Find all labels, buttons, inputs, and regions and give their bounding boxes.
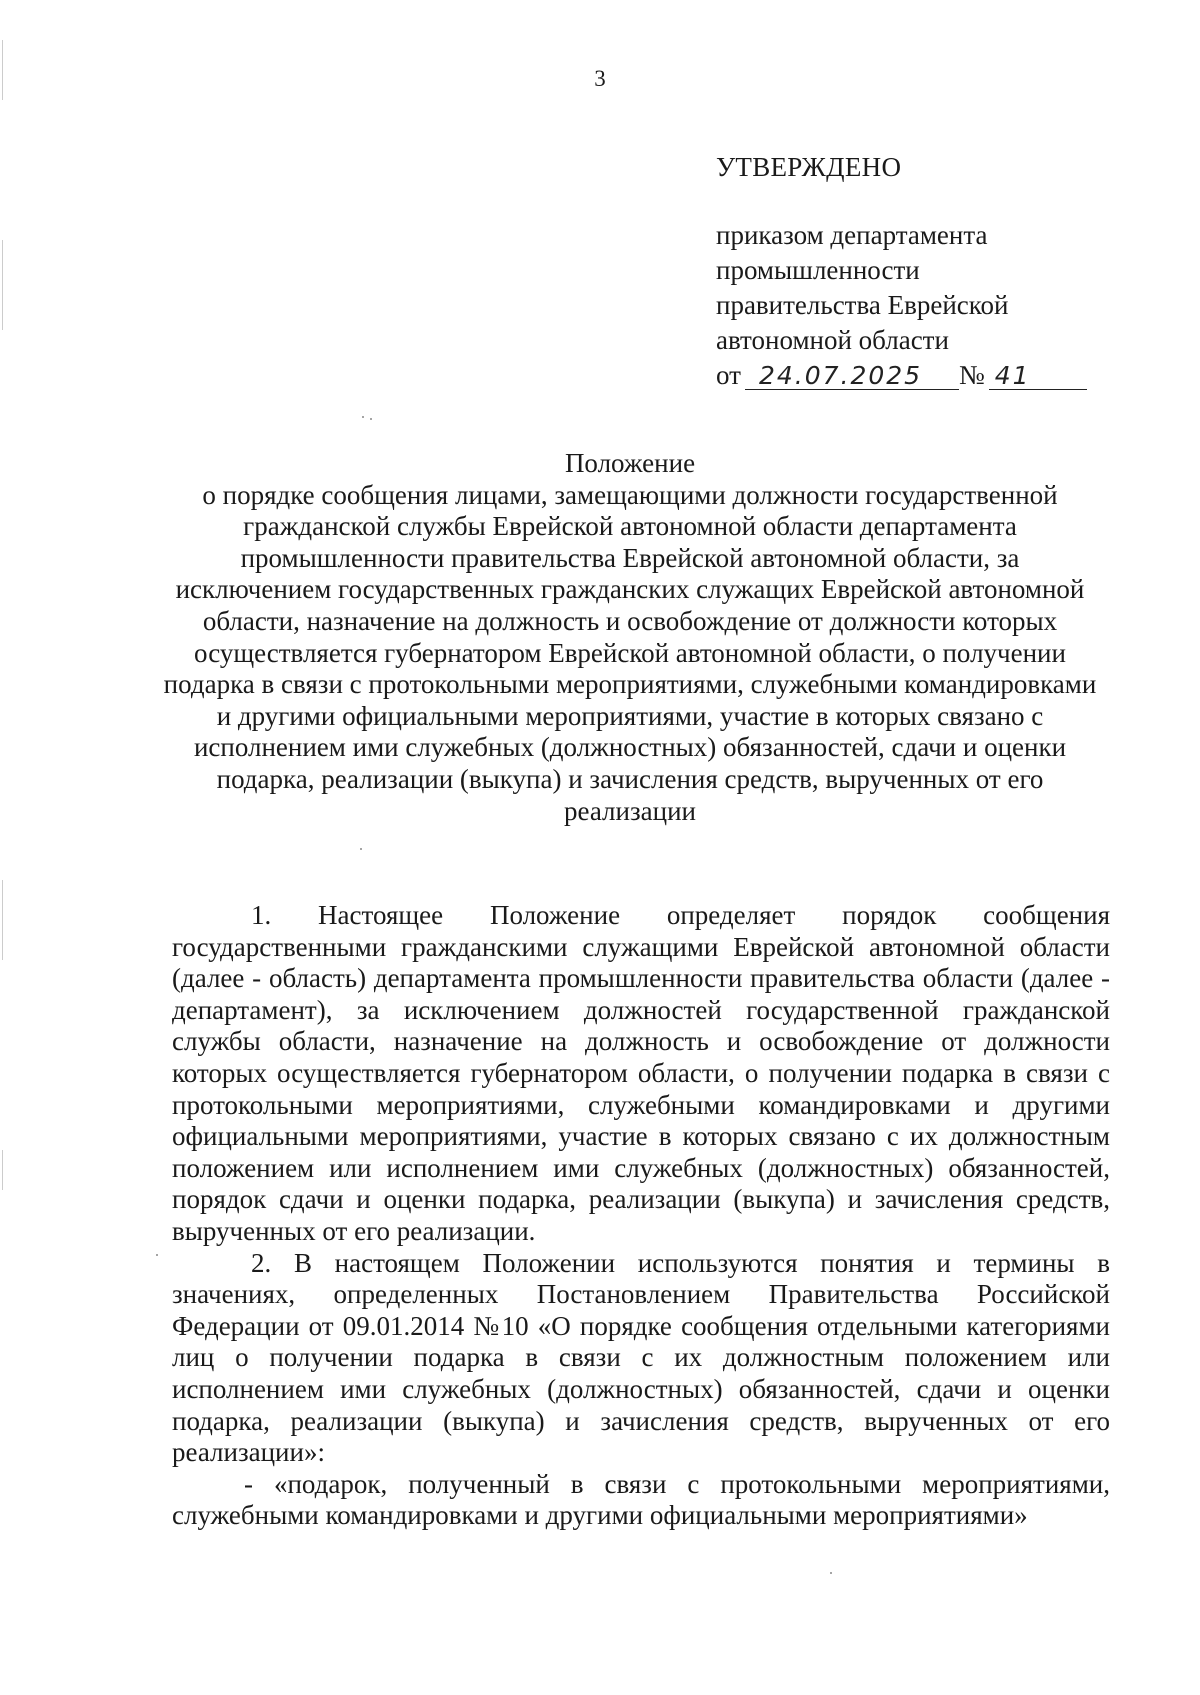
scan-speck [370, 418, 372, 420]
approval-line: правительства Еврейской [716, 290, 1009, 320]
scan-speck [156, 1254, 158, 1256]
document-title [160, 448, 1100, 827]
scan-speck [830, 1572, 832, 1574]
approval-line: автономной области [716, 325, 949, 355]
paragraph-2: 2. В настоящем Положении используются понятия и термины в значениях, определенных Постановлением Правительства Российской Федерации от 09.01.2014 №10 «О порядке сообщения отдельными категориями лиц о получении подарка в связи с их должностным положением или исполнением ими служебных (должностных) обязанностей, сдачи и оценки подарка, реализации (выкупа) и зачисления средств, вырученных от его реализации»: [172, 1247, 1110, 1468]
number-prefix: № [958, 360, 985, 390]
scan-edge-mark [2, 1150, 3, 1190]
date-prefix: от [716, 360, 741, 390]
approval-stamp: УТВЕРЖДЕНО [716, 152, 902, 182]
approval-date-line [716, 358, 1087, 393]
handwritten-number: 41 [989, 363, 1087, 390]
paragraph-1: 1. Настоящее Положение определяет порядок сообщения государственными гражданскими служащими Еврейской автономной области (далее - область) департамента промышленности правительства области (далее - департамент), за исключением должностей государственной гражданской службы области, назначение на должность и освобождение от должности которых осуществляется губернатором области, о получении подарка в связи с протокольными мероприятиями, служебными командировками и другими официальными мероприятиями, участие в которых связано с их должностным положением или исполнением ими служебных (должностных) обязанностей, порядок сдачи и оценки подарка, реализации (выкупа) и зачисления средств, вырученных от его реализации. [172, 900, 1110, 1246]
paragraph-3: - «подарок, полученный в связи с протокольными мероприятиями, служебными командировками и другими официальными мероприятиями» [172, 1468, 1110, 1531]
title-heading: Положение [564, 448, 696, 478]
scan-edge-mark [2, 880, 3, 960]
scan-speck [362, 416, 364, 418]
approval-line: промышленности [716, 255, 920, 285]
approval-block [716, 150, 1087, 393]
handwritten-date: 24.07.2025 [745, 363, 959, 390]
scan-speck [360, 848, 362, 850]
title-subtitle: о порядке сообщения лицами, замещающими должности государственной гражданской службы Еврейской автономной области департамента промышленности правительства Еврейской автономной области, за исключением государственных гражданских служащих Еврейской автономной области, назначение на должность и освобождение от должности которых осуществляется губернатором Еврейской автономной области, о получении подарка в связи с протокольными мероприятиями, служебными командировками и другими официальными мероприятиями, участие в которых связано с исполнением ими служебных (должностных) обязанностей, сдачи и оценки подарка, реализации (выкупа) и зачисления средств, вырученных от его реализации [163, 479, 1097, 826]
approval-line: приказом департамента [716, 220, 988, 250]
page-number: 3 [594, 66, 606, 91]
scan-edge-mark [2, 240, 3, 330]
document-body [172, 900, 1110, 1532]
